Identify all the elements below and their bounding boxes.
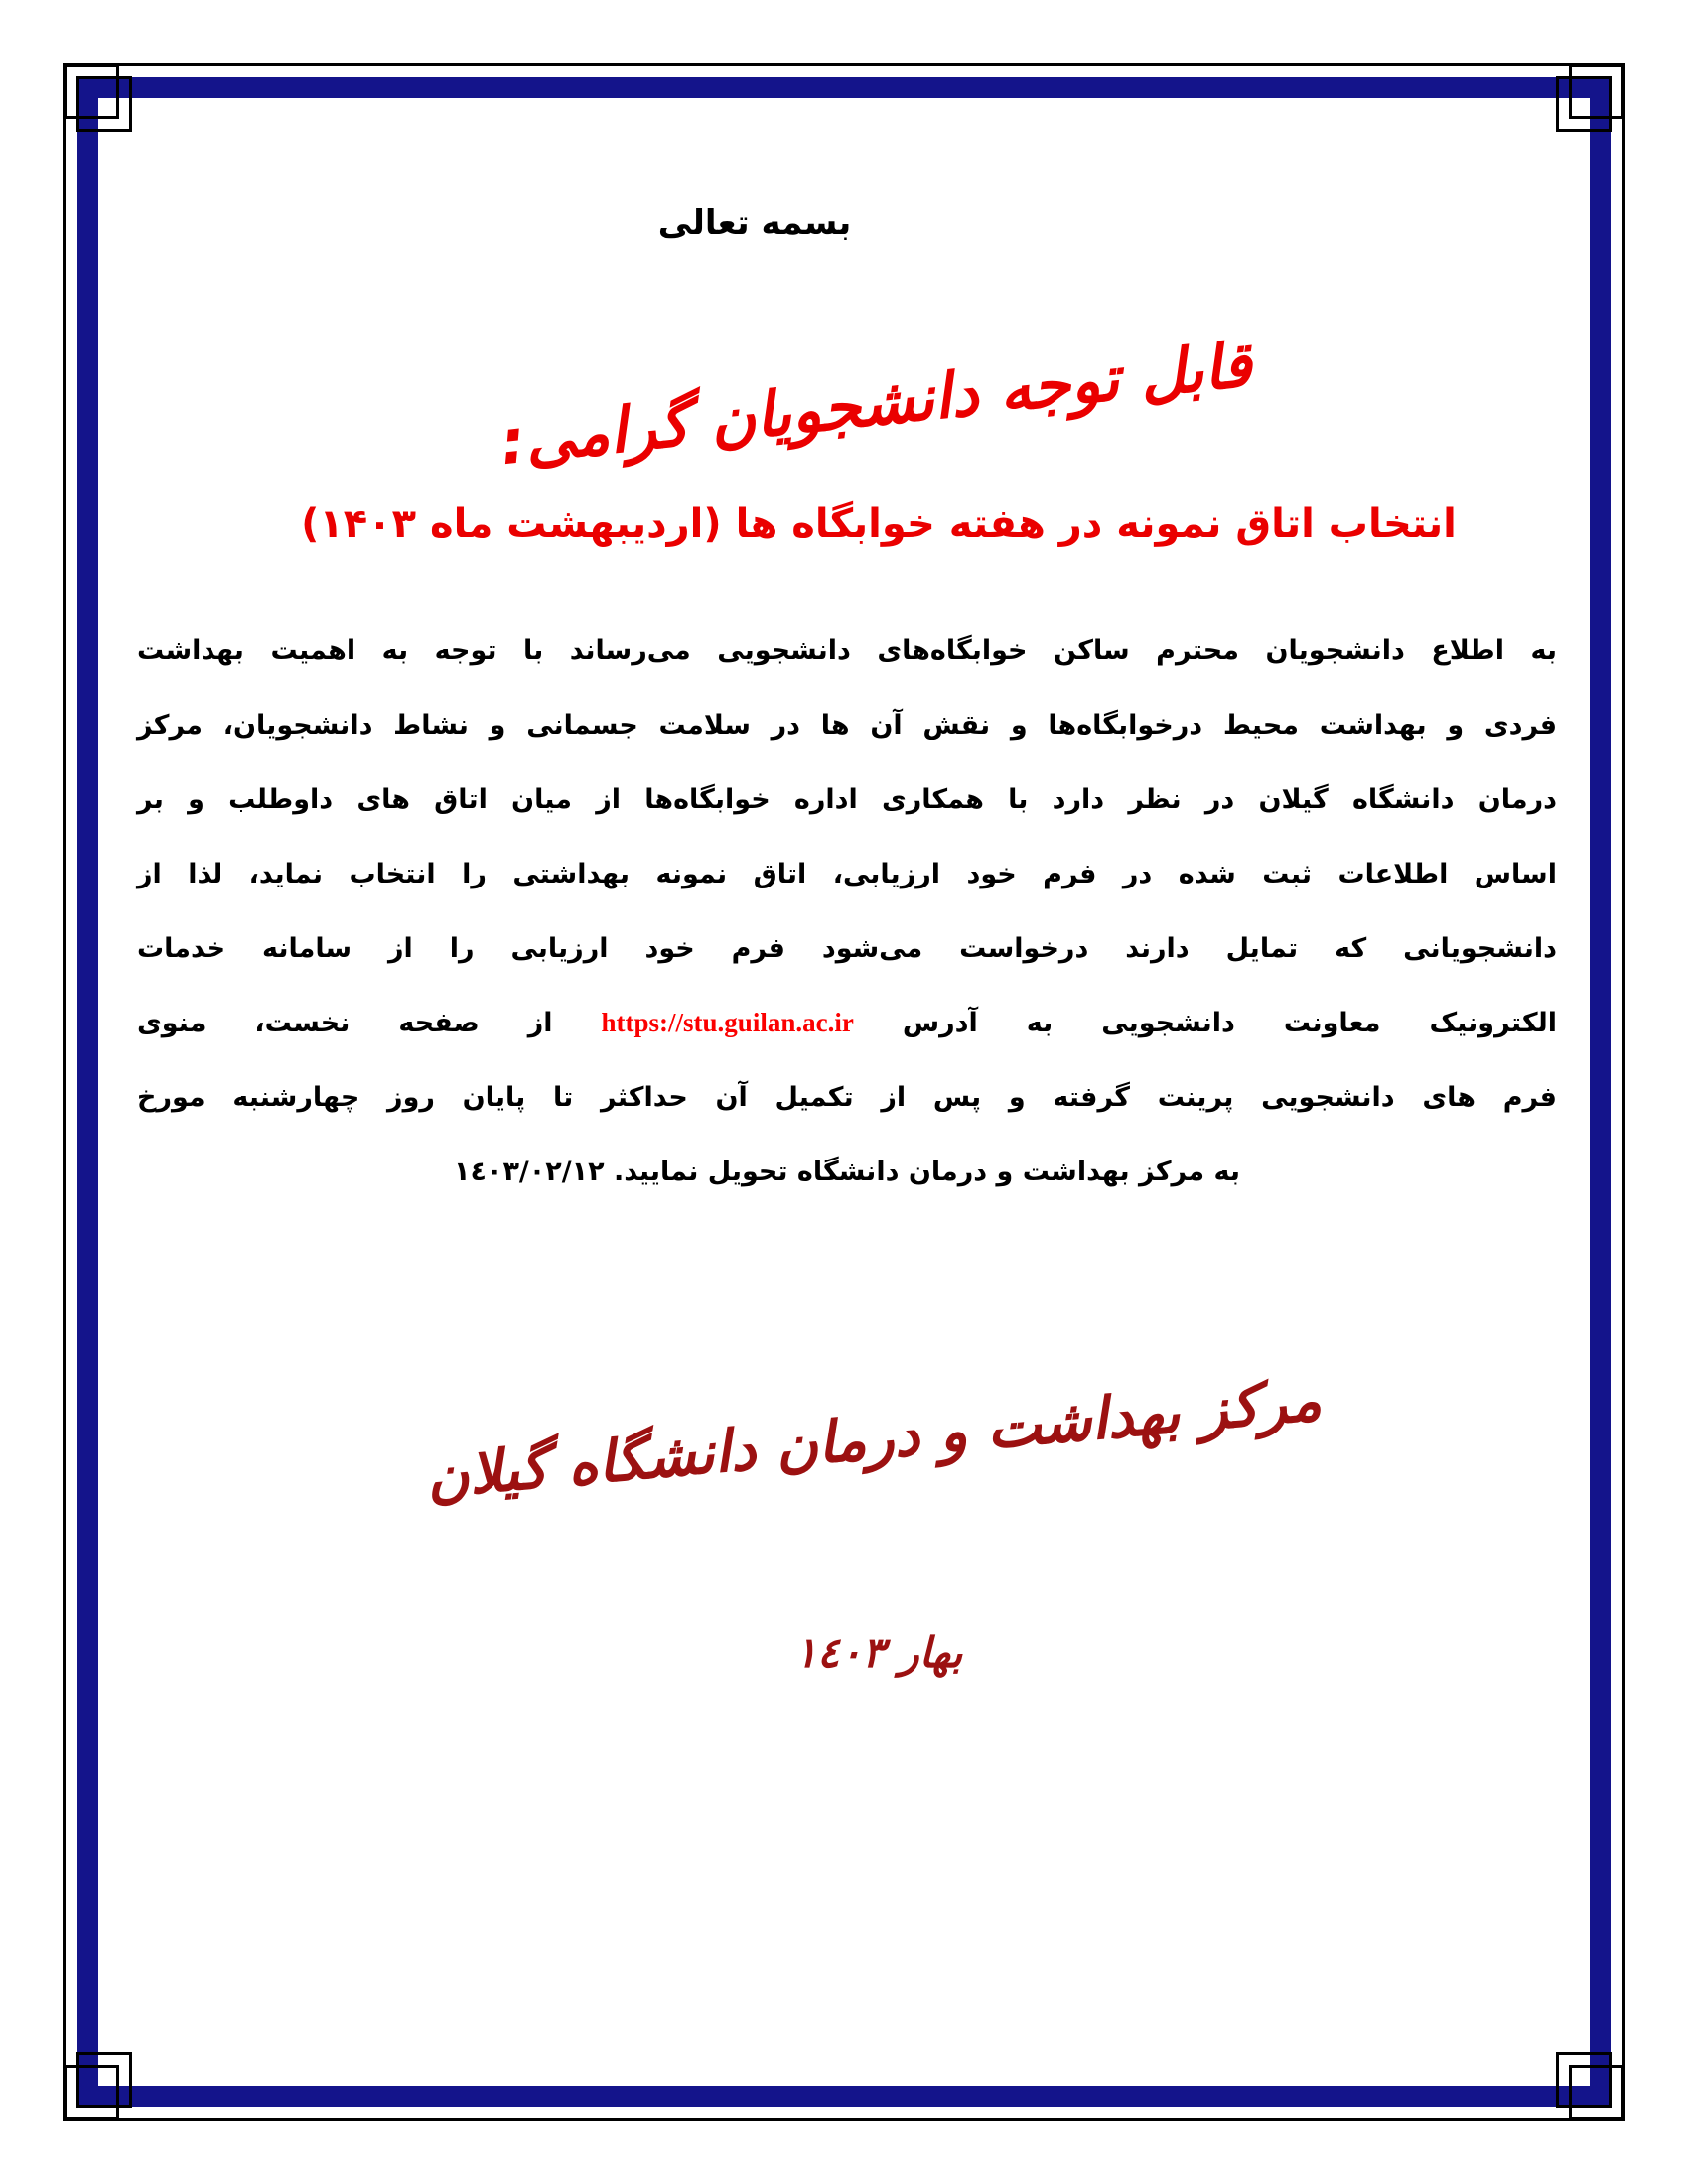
corner-ornament-bottom-right xyxy=(1569,2065,1624,2120)
corner-ornament-top-right-offset xyxy=(1556,76,1612,132)
corner-ornament-bottom-left xyxy=(64,2065,119,2120)
corner-ornament-top-left-offset xyxy=(76,76,132,132)
body-line-3: درمان دانشگاه گیلان در نظر دارد با همکاری اداره خوابگاه‌ها از میان اتاق های داوطلب و بر xyxy=(137,784,1557,815)
body-line-6 xyxy=(137,986,1557,1060)
body-line-6-pre: الکترونیک معاونت دانشجویی به آدرس xyxy=(902,1008,1557,1038)
body-line-4: اساس اطلاعات ثبت شده در فرم خود ارزیابی، اتاق نمونه بهداشتی را انتخاب نماید، لذا از xyxy=(137,859,1557,889)
corner-ornament-top-right xyxy=(1569,64,1624,119)
deadline-date: ١٤٠٣/٠٢/١٢ xyxy=(454,1157,605,1187)
body-paragraph xyxy=(137,614,1557,1209)
body-line-8-text: به مرکز بهداشت و درمان دانشگاه تحویل نمایید. xyxy=(613,1157,1240,1187)
body-line-1: به اطلاع دانشجویان محترم ساکن خوابگاه‌های دانشجویی می‌رساند با توجه به اهمیت بهداشت xyxy=(137,635,1557,666)
corner-ornament-top-left xyxy=(64,64,119,119)
body-line-5: دانشجویانی که تمایل دارند درخواست می‌شود فرم خود ارزیابی را از سامانه خدمات xyxy=(137,933,1557,964)
corner-ornament-bottom-right-offset xyxy=(1556,2052,1612,2108)
body-line-8 xyxy=(137,1135,1557,1209)
calligraphic-title: قابل توجه دانشجویان گرامی: xyxy=(496,328,1255,479)
season-date: بهار ١٤٠٣ xyxy=(794,1628,963,1677)
corner-ornament-bottom-left-offset xyxy=(76,2052,132,2108)
body-line-7: فرم های دانشجویی پرینت گرفته و پس از تکمیل آن حداکثر تا پایان روز چهارشنبه مورخ xyxy=(137,1082,1557,1113)
body-line-2: فردی و بهداشت محیط درخوابگاه‌ها و نقش آن ها در سلامت جسمانی و نشاط دانشجویان، مرکز xyxy=(137,710,1557,741)
portal-url-link[interactable]: https://stu.guilan.ac.ir xyxy=(601,1008,854,1037)
bismillah-heading: بسمه تعالی xyxy=(657,204,852,243)
body-line-6-post: از صفحه نخست، منوی xyxy=(137,1008,553,1038)
signature-calligraphy: مرکز بهداشت و درمان دانشگاه گیلان xyxy=(423,1365,1325,1512)
announcement-subtitle: انتخاب اتاق نمونه در هفته خوابگاه ها (اردیبهشت ماه ۱۴۰۳) xyxy=(301,501,1457,547)
